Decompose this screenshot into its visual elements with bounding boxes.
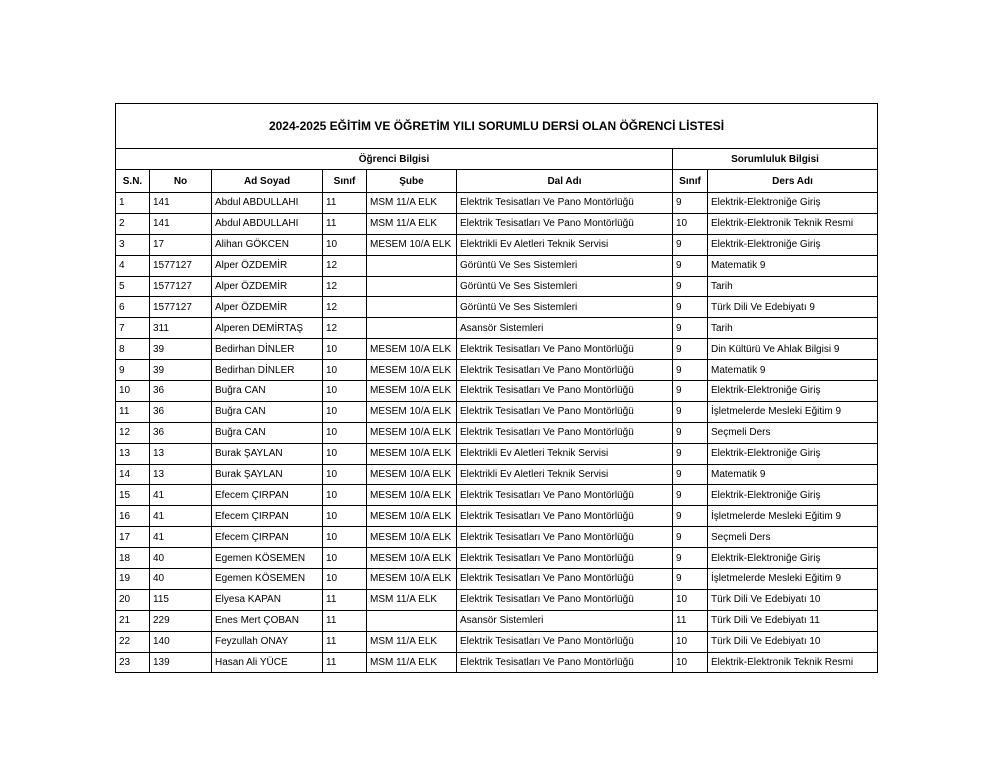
cell-name: Abdul ABDULLAHI [212,193,323,214]
cell-course: Elektrik-Elektroniğe Giriş [708,485,878,506]
cell-course: Tarih [708,276,878,297]
cell-branch: MSM 11/A ELK [367,213,457,234]
table-row [116,234,878,255]
cell-name: Buğra CAN [212,422,323,443]
cell-field: Görüntü Ve Ses Sistemleri [457,276,673,297]
cell-class: 10 [323,485,367,506]
student-list-table [115,103,878,673]
cell-class: 12 [323,297,367,318]
table-row [116,360,878,381]
cell-course-class: 9 [673,360,708,381]
cell-course-class: 9 [673,548,708,569]
cell-class: 11 [323,652,367,673]
cell-sn: 12 [116,422,150,443]
cell-course: Türk Dili Ve Edebiyatı 10 [708,589,878,610]
cell-course-class: 9 [673,318,708,339]
cell-no: 1577127 [150,255,212,276]
cell-course: Elektrik-Elektronik Teknik Resmi [708,652,878,673]
cell-branch [367,318,457,339]
cell-class: 11 [323,610,367,631]
cell-class: 11 [323,589,367,610]
cell-branch: MESEM 10/A ELK [367,527,457,548]
cell-class: 10 [323,464,367,485]
cell-name: Bedirhan DİNLER [212,360,323,381]
cell-branch: MESEM 10/A ELK [367,548,457,569]
cell-course-class: 9 [673,443,708,464]
cell-course-class: 9 [673,193,708,214]
table-row [116,381,878,402]
cell-no: 115 [150,589,212,610]
cell-class: 10 [323,360,367,381]
cell-sn: 19 [116,569,150,590]
cell-name: Efecem ÇIRPAN [212,506,323,527]
cell-field: Elektrik Tesisatları Ve Pano Montörlüğü [457,339,673,360]
cell-name: Efecem ÇIRPAN [212,527,323,548]
table-row [116,631,878,652]
cell-no: 17 [150,234,212,255]
table-row [116,506,878,527]
cell-course: Elektrik-Elektronik Teknik Resmi [708,213,878,234]
cell-class: 10 [323,506,367,527]
cell-course: Elektrik-Elektroniğe Giriş [708,193,878,214]
cell-course-class: 9 [673,255,708,276]
cell-course-class: 9 [673,234,708,255]
cell-sn: 18 [116,548,150,569]
cell-name: Buğra CAN [212,401,323,422]
cell-course-class: 9 [673,276,708,297]
cell-class: 10 [323,548,367,569]
cell-no: 39 [150,360,212,381]
cell-field: Asansör Sistemleri [457,610,673,631]
cell-class: 10 [323,422,367,443]
table-row [116,610,878,631]
cell-course-class: 10 [673,631,708,652]
cell-field: Elektrik Tesisatları Ve Pano Montörlüğü [457,652,673,673]
cell-course-class: 9 [673,401,708,422]
cell-branch [367,276,457,297]
cell-sn: 13 [116,443,150,464]
column-header-course-class: Sınıf [673,170,708,193]
cell-field: Elektrikli Ev Aletleri Teknik Servisi [457,464,673,485]
cell-no: 39 [150,339,212,360]
cell-name: Alihan GÖKCEN [212,234,323,255]
cell-course: Türk Dili Ve Edebiyatı 11 [708,610,878,631]
cell-class: 12 [323,318,367,339]
cell-course: Elektrik-Elektroniğe Giriş [708,548,878,569]
cell-name: Alper ÖZDEMİR [212,297,323,318]
cell-no: 1577127 [150,297,212,318]
cell-course: İşletmelerde Mesleki Eğitim 9 [708,506,878,527]
cell-no: 41 [150,485,212,506]
cell-name: Feyzullah ONAY [212,631,323,652]
cell-course: Din Kültürü Ve Ahlak Bilgisi 9 [708,339,878,360]
table-row [116,569,878,590]
cell-class: 10 [323,527,367,548]
column-header-class: Sınıf [323,170,367,193]
cell-course: Elektrik-Elektroniğe Giriş [708,381,878,402]
cell-no: 40 [150,548,212,569]
cell-class: 10 [323,569,367,590]
cell-name: Elyesa KAPAN [212,589,323,610]
cell-field: Asansör Sistemleri [457,318,673,339]
cell-name: Egemen KÖSEMEN [212,548,323,569]
cell-field: Elektrik Tesisatları Ve Pano Montörlüğü [457,631,673,652]
cell-course-class: 9 [673,569,708,590]
cell-sn: 23 [116,652,150,673]
cell-no: 36 [150,422,212,443]
cell-course: Tarih [708,318,878,339]
table-row [116,652,878,673]
table-row [116,464,878,485]
column-header-course: Ders Adı [708,170,878,193]
table-row [116,297,878,318]
cell-course-class: 9 [673,464,708,485]
cell-name: Burak ŞAYLAN [212,464,323,485]
cell-field: Elektrik Tesisatları Ve Pano Montörlüğü [457,548,673,569]
cell-sn: 11 [116,401,150,422]
cell-name: Efecem ÇIRPAN [212,485,323,506]
cell-name: Egemen KÖSEMEN [212,569,323,590]
column-header-sn: S.N. [116,170,150,193]
cell-branch: MSM 11/A ELK [367,631,457,652]
cell-branch: MESEM 10/A ELK [367,569,457,590]
cell-sn: 20 [116,589,150,610]
cell-course: Türk Dili Ve Edebiyatı 10 [708,631,878,652]
cell-no: 141 [150,193,212,214]
cell-field: Elektrik Tesisatları Ve Pano Montörlüğü [457,193,673,214]
cell-course: Matematik 9 [708,464,878,485]
cell-field: Elektrik Tesisatları Ve Pano Montörlüğü [457,360,673,381]
cell-branch: MESEM 10/A ELK [367,234,457,255]
table-row [116,422,878,443]
cell-no: 140 [150,631,212,652]
cell-no: 139 [150,652,212,673]
cell-branch: MESEM 10/A ELK [367,422,457,443]
cell-course: İşletmelerde Mesleki Eğitim 9 [708,401,878,422]
cell-name: Bedirhan DİNLER [212,339,323,360]
table-row [116,548,878,569]
cell-name: Abdul ABDULLAHI [212,213,323,234]
cell-course-class: 9 [673,506,708,527]
cell-branch [367,297,457,318]
cell-course-class: 10 [673,213,708,234]
cell-no: 13 [150,464,212,485]
cell-course: Elektrik-Elektroniğe Giriş [708,234,878,255]
cell-course-class: 9 [673,422,708,443]
cell-no: 41 [150,506,212,527]
table-row [116,339,878,360]
cell-name: Alperen DEMİRTAŞ [212,318,323,339]
cell-sn: 15 [116,485,150,506]
column-header-row [116,170,878,193]
cell-course-class: 9 [673,527,708,548]
cell-class: 11 [323,193,367,214]
cell-field: Elektrik Tesisatları Ve Pano Montörlüğü [457,569,673,590]
cell-branch: MESEM 10/A ELK [367,339,457,360]
cell-name: Alper ÖZDEMİR [212,276,323,297]
cell-branch: MSM 11/A ELK [367,589,457,610]
cell-field: Elektrik Tesisatları Ve Pano Montörlüğü [457,401,673,422]
cell-sn: 3 [116,234,150,255]
cell-course-class: 9 [673,485,708,506]
cell-sn: 2 [116,213,150,234]
cell-no: 1577127 [150,276,212,297]
cell-no: 141 [150,213,212,234]
cell-field: Elektrikli Ev Aletleri Teknik Servisi [457,443,673,464]
cell-class: 12 [323,276,367,297]
cell-course: Seçmeli Ders [708,422,878,443]
cell-branch: MSM 11/A ELK [367,193,457,214]
group-header-student: Öğrenci Bilgisi [116,149,673,170]
cell-field: Elektrikli Ev Aletleri Teknik Servisi [457,234,673,255]
page-title: 2024-2025 EĞİTİM VE ÖĞRETİM YILI SORUMLU DERSİ OLAN ÖĞRENCİ LİSTESİ [116,104,878,149]
table-row [116,255,878,276]
cell-field: Elektrik Tesisatları Ve Pano Montörlüğü [457,527,673,548]
table-row [116,193,878,214]
cell-branch: MESEM 10/A ELK [367,401,457,422]
cell-name: Buğra CAN [212,381,323,402]
cell-name: Hasan Ali YÜCE [212,652,323,673]
cell-sn: 8 [116,339,150,360]
cell-field: Elektrik Tesisatları Ve Pano Montörlüğü [457,485,673,506]
cell-sn: 5 [116,276,150,297]
cell-course: Matematik 9 [708,360,878,381]
column-header-no: No [150,170,212,193]
cell-class: 12 [323,255,367,276]
cell-course-class: 9 [673,381,708,402]
cell-no: 36 [150,401,212,422]
cell-no: 41 [150,527,212,548]
cell-course-class: 9 [673,339,708,360]
cell-class: 10 [323,443,367,464]
cell-sn: 21 [116,610,150,631]
cell-field: Elektrik Tesisatları Ve Pano Montörlüğü [457,589,673,610]
table-row [116,485,878,506]
cell-class: 10 [323,401,367,422]
column-header-branch: Şube [367,170,457,193]
cell-no: 229 [150,610,212,631]
cell-branch [367,255,457,276]
cell-no: 13 [150,443,212,464]
cell-class: 10 [323,339,367,360]
cell-course-class: 10 [673,589,708,610]
cell-branch: MESEM 10/A ELK [367,360,457,381]
cell-branch: MESEM 10/A ELK [367,443,457,464]
cell-branch [367,610,457,631]
cell-field: Elektrik Tesisatları Ve Pano Montörlüğü [457,213,673,234]
cell-sn: 7 [116,318,150,339]
cell-field: Elektrik Tesisatları Ve Pano Montörlüğü [457,422,673,443]
table-row [116,589,878,610]
cell-field: Elektrik Tesisatları Ve Pano Montörlüğü [457,506,673,527]
table-row [116,443,878,464]
cell-branch: MESEM 10/A ELK [367,381,457,402]
cell-course: Türk Dili Ve Edebiyatı 9 [708,297,878,318]
cell-sn: 1 [116,193,150,214]
cell-branch: MESEM 10/A ELK [367,464,457,485]
cell-course-class: 9 [673,297,708,318]
cell-class: 10 [323,234,367,255]
table-row [116,401,878,422]
cell-sn: 6 [116,297,150,318]
column-header-name: Ad Soyad [212,170,323,193]
cell-field: Elektrik Tesisatları Ve Pano Montörlüğü [457,381,673,402]
cell-class: 10 [323,381,367,402]
cell-sn: 17 [116,527,150,548]
cell-no: 36 [150,381,212,402]
cell-sn: 16 [116,506,150,527]
cell-name: Alper ÖZDEMİR [212,255,323,276]
cell-sn: 10 [116,381,150,402]
cell-branch: MESEM 10/A ELK [367,506,457,527]
cell-name: Burak ŞAYLAN [212,443,323,464]
cell-course: Seçmeli Ders [708,527,878,548]
table-row [116,318,878,339]
cell-sn: 4 [116,255,150,276]
cell-name: Enes Mert ÇOBAN [212,610,323,631]
group-header-responsibility: Sorumluluk Bilgisi [673,149,878,170]
cell-no: 311 [150,318,212,339]
cell-course: Elektrik-Elektroniğe Giriş [708,443,878,464]
cell-sn: 14 [116,464,150,485]
cell-course: Matematik 9 [708,255,878,276]
cell-branch: MSM 11/A ELK [367,652,457,673]
column-header-field: Dal Adı [457,170,673,193]
cell-class: 11 [323,631,367,652]
table-row [116,276,878,297]
cell-no: 40 [150,569,212,590]
cell-field: Görüntü Ve Ses Sistemleri [457,297,673,318]
cell-sn: 9 [116,360,150,381]
cell-branch: MESEM 10/A ELK [367,485,457,506]
table-row [116,527,878,548]
cell-course-class: 10 [673,652,708,673]
cell-course: İşletmelerde Mesleki Eğitim 9 [708,569,878,590]
cell-class: 11 [323,213,367,234]
cell-sn: 22 [116,631,150,652]
table-row [116,213,878,234]
cell-field: Görüntü Ve Ses Sistemleri [457,255,673,276]
cell-course-class: 11 [673,610,708,631]
